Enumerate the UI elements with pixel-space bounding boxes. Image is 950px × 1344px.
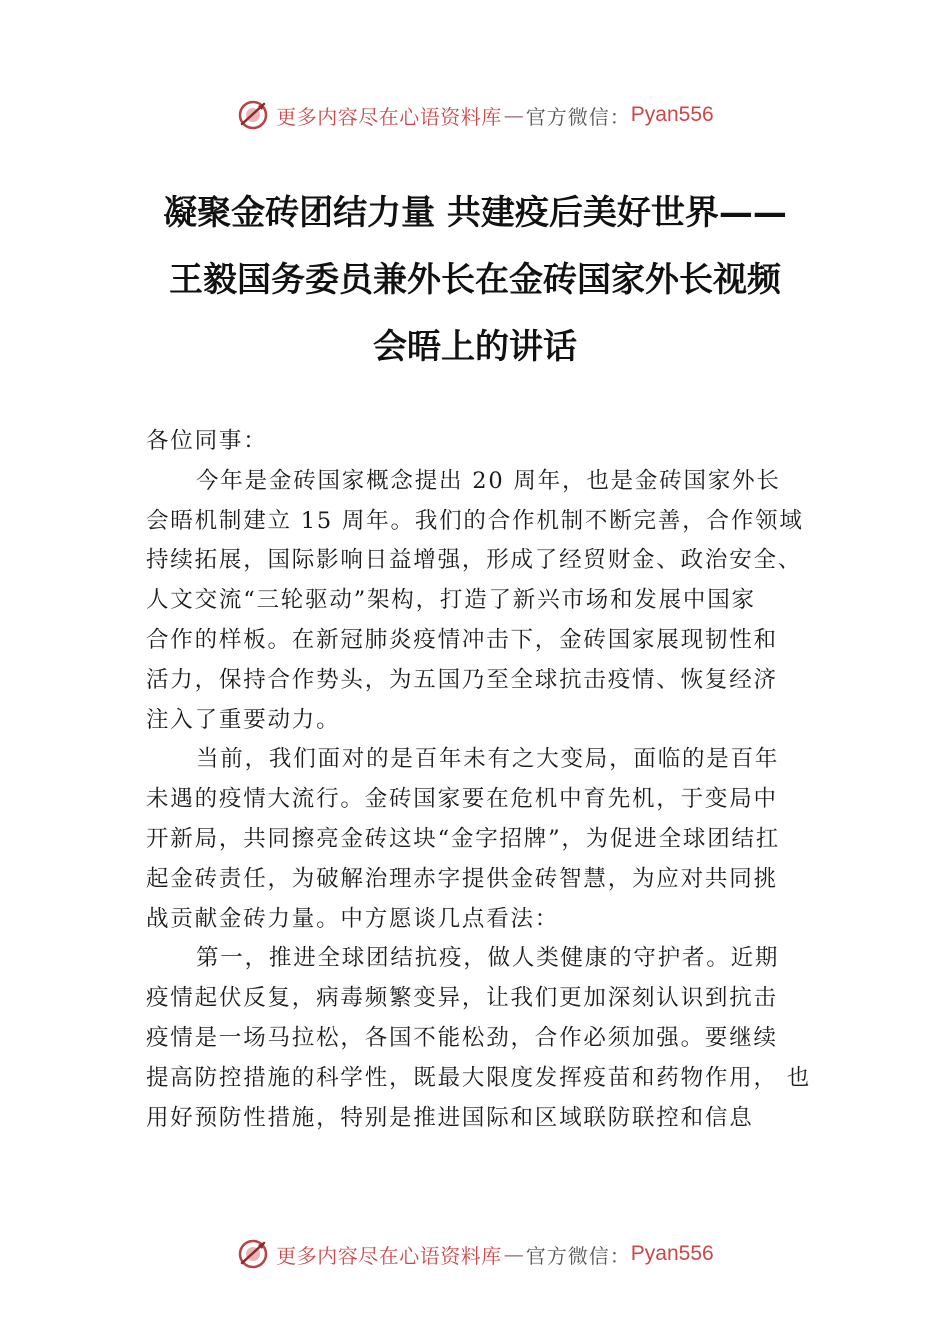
banner-wechat-label: 官方微信： <box>525 1243 631 1268</box>
banner-library-text: 更多内容尽在心语资料库 <box>276 104 502 129</box>
banner-dash: — <box>503 1242 524 1266</box>
paragraph-2-line: 起金砖责任，为破解治理赤字提供金砖智慧，为应对共同挑 <box>146 865 778 892</box>
paragraph-2-line: 未遇的疫情大流行。金砖国家要在危机中育先机，于变局中 <box>146 786 778 813</box>
footer-watermark-banner <box>0 1234 950 1274</box>
document-title <box>110 180 840 381</box>
paragraph-3-line: 提高防控措施的科学性，既最大限度发挥疫苗和药物作用， 也 <box>146 1064 812 1091</box>
paragraph-3-line: 第一，推进全球团结抗疫，做人类健康的守护者。近期 <box>196 945 780 972</box>
paragraph-2-line: 当前，我们面对的是百年未有之大变局，面临的是百年 <box>196 746 780 773</box>
paragraph-1-line: 注入了重要动力。 <box>146 706 341 733</box>
speech-body <box>146 422 810 1138</box>
title-line: 凝聚金砖团结力量 共建疫后美好世界—— <box>163 193 787 233</box>
paragraph-1-line: 合作的样板。在新冠肺炎疫情冲击下，金砖国家展现韧性和 <box>146 626 778 653</box>
library-logo-icon <box>236 98 270 132</box>
header-watermark-banner <box>0 95 950 135</box>
paragraph-1-line: 活力，保持合作势头，为五国乃至全球抗击疫情、恢复经济 <box>146 666 778 693</box>
banner-wechat-id: Pyan556 <box>630 1242 714 1265</box>
paragraph-3-line: 用好预防性措施，特别是推进国际和区域联防联控和信息 <box>146 1104 754 1131</box>
salutation: 各位同事： <box>146 428 268 454</box>
banner-wechat-id: Pyan556 <box>630 103 714 126</box>
paragraph-2-line: 战贡献金砖力量。中方愿谈几点看法： <box>146 905 560 932</box>
banner-wechat-label: 官方微信： <box>525 104 631 129</box>
title-line: 王毅国务委员兼外长在金砖国家外长视频 <box>169 260 781 300</box>
banner-library-text: 更多内容尽在心语资料库 <box>276 1243 502 1268</box>
paragraph-1-line: 持续拓展，国际影响日益增强，形成了经贸财金、政治安全、 <box>146 547 803 574</box>
paragraph-1-line: 会晤机制建立 15 周年。我们的合作机制不断完善，合作领域 <box>146 507 804 534</box>
banner-dash: — <box>503 103 524 127</box>
paragraph-2-line: 开新局，共同擦亮金砖这块“金字招牌”，为促进全球团结扛 <box>146 825 781 852</box>
paragraph-3-line: 疫情是一场马拉松，各国不能松劲，合作必须加强。要继续 <box>146 1024 778 1051</box>
library-logo-icon <box>236 1237 270 1271</box>
paragraph-1-line: 人文交流“三轮驱动”架构，打造了新兴市场和发展中国家 <box>146 587 756 614</box>
paragraph-3-line: 疫情起伏反复，病毒频繁变异，让我们更加深刻认识到抗击 <box>146 985 778 1012</box>
paragraph-1-line: 今年是金砖国家概念提出 20 周年，也是金砖国家外长 <box>196 467 781 494</box>
title-line: 会晤上的讲话 <box>373 327 577 367</box>
